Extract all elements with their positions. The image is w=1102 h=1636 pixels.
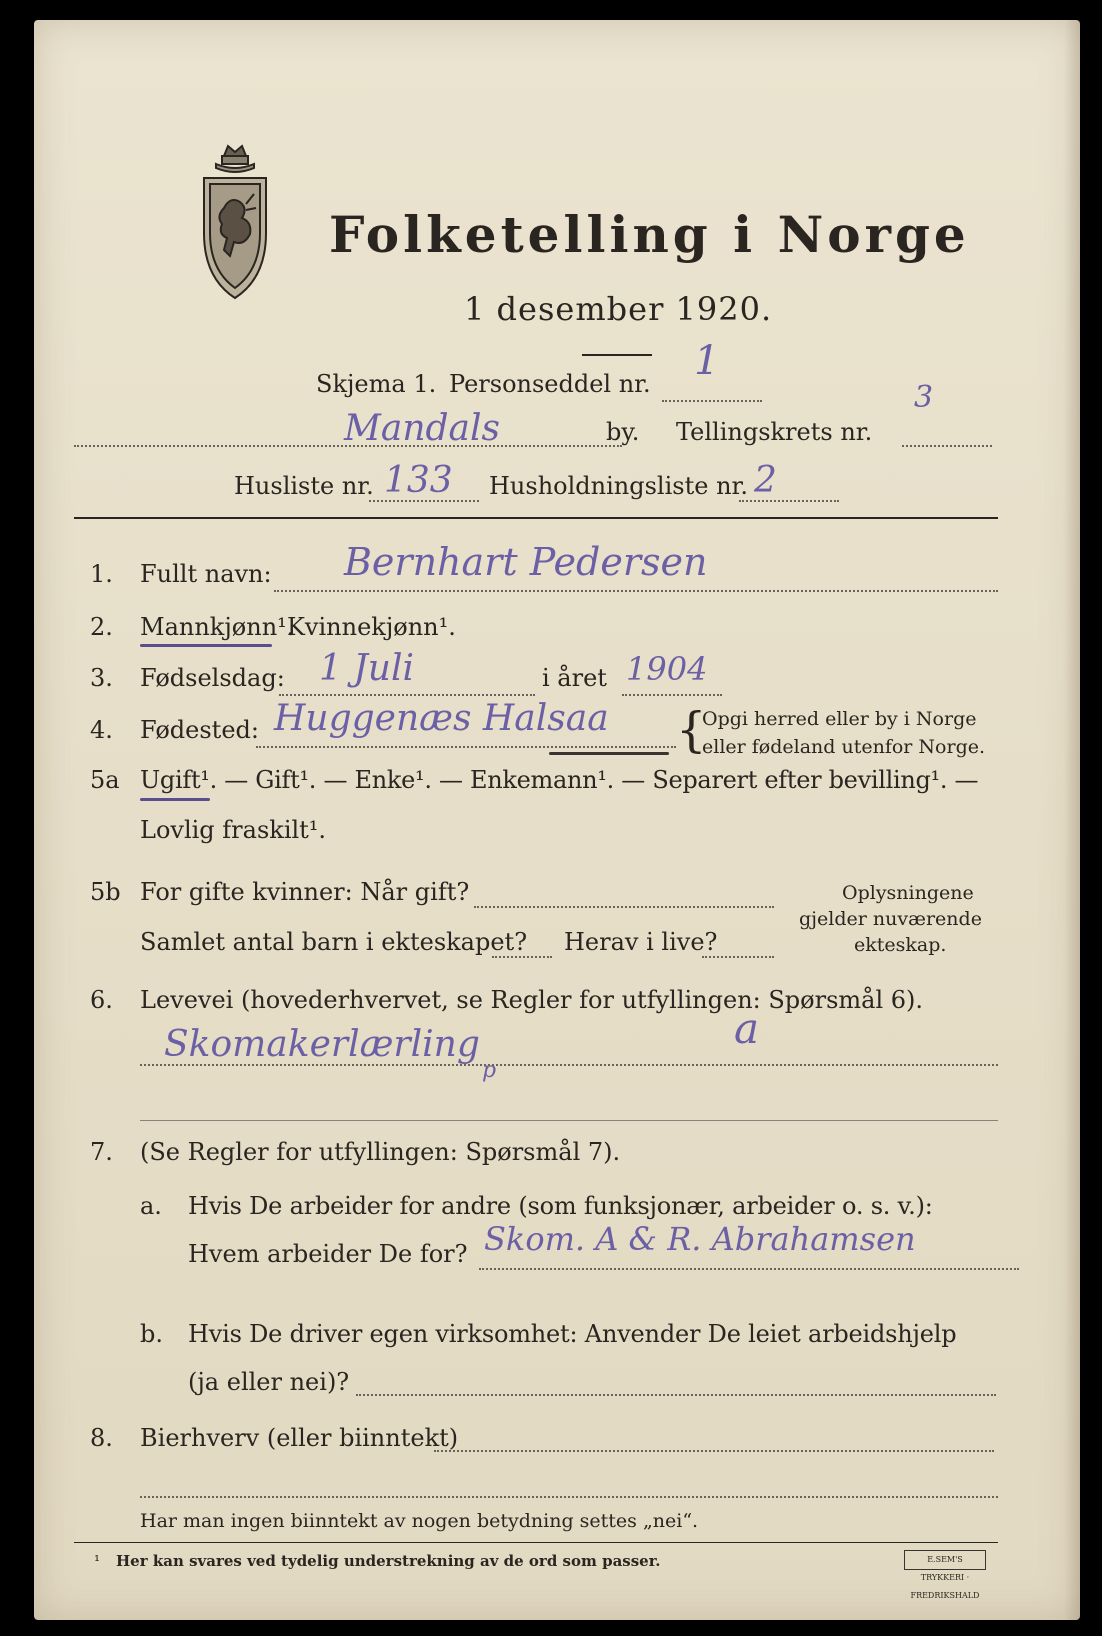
skjema-label: Skjema 1.: [316, 370, 437, 398]
tellingskrets-line: [902, 445, 992, 447]
q7b-line2: (ja eller nei)?: [188, 1368, 350, 1396]
form-date: 1 desember 1920.: [464, 290, 773, 328]
q1-line: [274, 590, 998, 592]
q4-number: 4.: [90, 716, 113, 744]
q6-line2: [140, 1120, 998, 1121]
q6-mark2: p: [482, 1058, 497, 1083]
personseddel-label: Personseddel nr.: [449, 370, 651, 398]
q5b-when-line: [474, 906, 774, 908]
husholdning-value[interactable]: 2: [754, 460, 777, 501]
personseddel-line: [662, 400, 762, 402]
tellingskrets-value[interactable]: 3: [914, 380, 934, 415]
q5b-line1: For gifte kvinner: Når gift?: [140, 878, 470, 906]
q3-day-value[interactable]: 1 Juli: [319, 648, 414, 689]
q2-female[interactable]: Kvinnekjønn¹.: [287, 613, 456, 641]
q3-label: Fødselsdag:: [140, 664, 285, 692]
nei-note: Har man ingen biinntekt av nogen betydning settes „nei“.: [140, 1510, 699, 1532]
q6-number: 6.: [90, 986, 113, 1014]
census-form: [34, 20, 1080, 1620]
personseddel-value[interactable]: 1: [694, 338, 720, 384]
q7a-line2: Hvem arbeider De for?: [188, 1240, 468, 1268]
q5a-options[interactable]: Ugift¹. — Gift¹. — Enke¹. — Enkemann¹. — Separert efter bevilling¹. —: [140, 766, 979, 794]
q7a-value[interactable]: Skom. A & R. Abrahamsen: [484, 1220, 916, 1258]
q5a-number: 5a: [90, 766, 120, 794]
husholdning-label: Husholdningsliste nr.: [489, 472, 748, 500]
q8-line1: [434, 1450, 994, 1452]
by-label: by.: [606, 418, 640, 446]
q3-year-line: [622, 694, 722, 696]
q7-label: (Se Regler for utfyllingen: Spørsmål 7).: [140, 1138, 621, 1166]
coat-of-arms-icon: [194, 138, 276, 303]
tellingskrets-label: Tellingskrets nr.: [676, 418, 873, 446]
q4-value[interactable]: Huggenæs Halsaa: [274, 698, 609, 739]
q7-number: 7.: [90, 1138, 113, 1166]
q4-underline: [549, 752, 669, 755]
form-title: Folketelling i Norge: [329, 205, 970, 264]
q5b-alive-line: [702, 956, 774, 958]
by-value[interactable]: Mandals: [344, 408, 501, 449]
q7a-number: a.: [140, 1192, 162, 1220]
q7b-line1: Hvis De driver egen virksomhet: Anvender De leiet arbeidshjelp: [188, 1320, 957, 1348]
q8-line2: [140, 1496, 998, 1498]
footnote-number: ¹: [94, 1552, 101, 1570]
title-divider: [582, 354, 652, 356]
q7a-line1: Hvis De arbeider for andre (som funksjonær, arbeider o. s. v.):: [188, 1192, 933, 1220]
q5b-children-line: [492, 956, 552, 958]
q2-male[interactable]: Mannkjønn¹.: [140, 613, 295, 641]
q4-line: [256, 746, 676, 748]
printer-stamp-text: E.SEM'S TRYKKERI · FREDRIKSHALD: [910, 1555, 980, 1600]
q5b-note3: ekteskap.: [854, 934, 947, 956]
q4-note-line1: Opgi herred eller by i Norge: [702, 708, 977, 730]
husliste-label: Husliste nr.: [234, 472, 374, 500]
q1-label: Fullt navn:: [140, 560, 272, 588]
q5b-note2: gjelder nuværende: [799, 908, 982, 930]
q7b-number: b.: [140, 1320, 163, 1348]
q4-note-line2: eller fødeland utenfor Norge.: [702, 736, 986, 758]
q7a-line: [479, 1268, 1019, 1270]
footnote-text: Her kan svares ved tydelig understrekning av de ord som passer.: [116, 1552, 661, 1570]
q8-number: 8.: [90, 1424, 113, 1452]
q5a-ugift-underline: [140, 798, 210, 801]
q4-brace: {: [676, 702, 707, 758]
q6-label: Levevei (hovederhvervet, se Regler for utfyllingen: Spørsmål 6).: [140, 986, 924, 1014]
q5b-note1: Oplysningene: [842, 882, 974, 904]
q3-day-line: [279, 694, 535, 696]
q1-value[interactable]: Bernhart Pedersen: [344, 540, 708, 584]
q5b-children-label: Samlet antal barn i ekteskapet?: [140, 928, 528, 956]
q5b-number: 5b: [90, 878, 121, 906]
q4-label: Fødested:: [140, 716, 259, 744]
q3-number: 3.: [90, 664, 113, 692]
q6-mark: a: [734, 1004, 760, 1053]
q2-male-underline: [140, 644, 272, 647]
q3-year-value[interactable]: 1904: [626, 650, 708, 688]
q1-number: 1.: [90, 560, 113, 588]
header-rule: [74, 517, 998, 519]
q3-year-label: i året: [542, 664, 607, 692]
husliste-value[interactable]: 133: [384, 460, 453, 501]
paper-fold: [1064, 20, 1080, 1620]
q6-value[interactable]: Skomakerlærling: [164, 1024, 480, 1065]
q2-number: 2.: [90, 613, 113, 641]
printer-stamp: [904, 1550, 986, 1600]
q8-label: Bierhverv (eller biinntekt): [140, 1424, 459, 1452]
q5b-alive-label: Herav i live?: [564, 928, 718, 956]
q5a-options-line2[interactable]: Lovlig fraskilt¹.: [140, 816, 327, 844]
footnote-rule: [74, 1542, 998, 1543]
q7b-line: [356, 1394, 996, 1396]
